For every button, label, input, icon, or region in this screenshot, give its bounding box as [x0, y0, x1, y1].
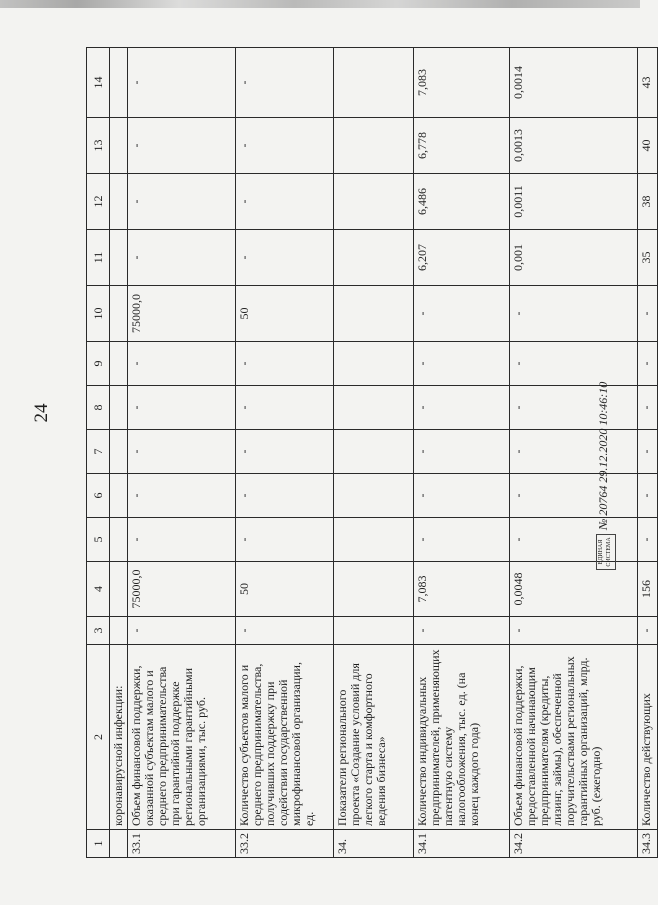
indicator-name-cell: Количество индивидуальных предпринимателей, применяющих патентную систему налогообложения, тыс. ед. (на конец каждого года): [414, 645, 510, 830]
value-cell: [110, 118, 128, 174]
value-cell: [334, 48, 414, 118]
stamp-registration-number: № 20764 29.12.2020 10:46:10: [596, 381, 610, 530]
value-cell: -: [638, 286, 658, 342]
value-cell: 0,0013: [510, 118, 638, 174]
table-row: [128, 48, 236, 858]
value-cell: [110, 430, 128, 474]
value-cell: -: [510, 430, 638, 474]
value-cell: -: [414, 474, 510, 518]
value-cell: [110, 286, 128, 342]
table-body: [110, 48, 658, 858]
value-cell: -: [414, 518, 510, 562]
value-cell: -: [128, 118, 236, 174]
indicator-name-cell: Объем финансовой поддержки, оказанной субъектам малого и среднего предпринимательства при гарантийной поддержке региональными гарантийными организациями, тыс. руб.: [128, 645, 236, 830]
registration-stamp: [596, 250, 636, 570]
value-cell: [110, 617, 128, 645]
value-cell: -: [128, 230, 236, 286]
value-cell: -: [510, 474, 638, 518]
column-header: 7: [87, 430, 110, 474]
value-cell: -: [414, 286, 510, 342]
row-number-cell: 33.1: [128, 830, 236, 858]
value-cell: -: [510, 286, 638, 342]
column-header: 12: [87, 174, 110, 230]
value-cell: -: [414, 430, 510, 474]
page-number: 24: [31, 403, 52, 423]
column-header: 6: [87, 474, 110, 518]
indicator-name-cell: Показатели регионального проекта «Создание условий для легкого старта и комфортного ведения бизнеса»: [334, 645, 414, 830]
value-cell: -: [236, 474, 334, 518]
row-number-cell: [110, 830, 128, 858]
value-cell: -: [236, 518, 334, 562]
value-cell: 6,207: [414, 230, 510, 286]
row-number-cell: 33.2: [236, 830, 334, 858]
value-cell: -: [128, 430, 236, 474]
value-cell: 50: [236, 286, 334, 342]
value-cell: [334, 230, 414, 286]
value-cell: 38: [638, 174, 658, 230]
indicator-name-cell: Объем финансовой поддержки, предоставленной начинающим предпринимателям (кредиты, лизинг, займы), обеспеченной поручительствами региональных гарантийных организаций, млрд. руб. (ежегодно): [510, 645, 638, 830]
column-header: 3: [87, 617, 110, 645]
value-cell: -: [128, 474, 236, 518]
value-cell: -: [236, 48, 334, 118]
value-cell: 35: [638, 230, 658, 286]
value-cell: -: [236, 617, 334, 645]
value-cell: [334, 430, 414, 474]
value-cell: 0,0011: [510, 174, 638, 230]
value-cell: -: [638, 386, 658, 430]
value-cell: -: [638, 342, 658, 386]
value-cell: 6,486: [414, 174, 510, 230]
column-header: 10: [87, 286, 110, 342]
value-cell: [110, 518, 128, 562]
value-cell: -: [638, 518, 658, 562]
value-cell: 40: [638, 118, 658, 174]
value-cell: -: [128, 48, 236, 118]
column-header: 11: [87, 230, 110, 286]
value-cell: -: [128, 174, 236, 230]
value-cell: [334, 474, 414, 518]
value-cell: [334, 174, 414, 230]
stamp-logo: ЕДИНАЯ СИСТЕМА: [596, 534, 616, 570]
column-header: 14: [87, 48, 110, 118]
value-cell: -: [128, 617, 236, 645]
value-cell: 6,778: [414, 118, 510, 174]
indicator-name-cell: коронавирусной инфекции:: [110, 645, 128, 830]
value-cell: 0,0048: [510, 562, 638, 617]
column-header: 2: [87, 645, 110, 830]
value-cell: -: [236, 174, 334, 230]
indicator-name-cell: Количество действующих: [638, 645, 658, 830]
row-number-cell: 34.3: [638, 830, 658, 858]
value-cell: [110, 48, 128, 118]
value-cell: [334, 286, 414, 342]
value-cell: 7,083: [414, 48, 510, 118]
value-cell: -: [128, 342, 236, 386]
column-header: 1: [87, 830, 110, 858]
value-cell: -: [414, 342, 510, 386]
value-cell: -: [510, 342, 638, 386]
row-number-cell: 34.: [334, 830, 414, 858]
value-cell: -: [236, 230, 334, 286]
scan-edge-noise: [0, 0, 640, 8]
value-cell: -: [510, 617, 638, 645]
value-cell: 0,001: [510, 230, 638, 286]
value-cell: [110, 342, 128, 386]
value-cell: [110, 474, 128, 518]
value-cell: [110, 386, 128, 430]
table-row: [638, 48, 658, 858]
value-cell: 75000,0: [128, 562, 236, 617]
value-cell: [334, 562, 414, 617]
value-cell: [334, 118, 414, 174]
value-cell: [110, 562, 128, 617]
value-cell: -: [236, 118, 334, 174]
row-number-cell: 34.1: [414, 830, 510, 858]
column-header: 13: [87, 118, 110, 174]
value-cell: -: [638, 430, 658, 474]
value-cell: [334, 386, 414, 430]
column-header: 8: [87, 386, 110, 430]
value-cell: -: [414, 617, 510, 645]
value-cell: [334, 617, 414, 645]
value-cell: 156: [638, 562, 658, 617]
value-cell: -: [510, 386, 638, 430]
value-cell: 7,083: [414, 562, 510, 617]
value-cell: 50: [236, 562, 334, 617]
column-header: 5: [87, 518, 110, 562]
indicator-name-cell: Количество субъектов малого и среднего предпринимательства, получивших поддержку при содействии государственной микрофинансовой организации, ед.: [236, 645, 334, 830]
value-cell: -: [236, 386, 334, 430]
value-cell: -: [128, 386, 236, 430]
column-header: 4: [87, 562, 110, 617]
table-row: [414, 48, 510, 858]
value-cell: [334, 342, 414, 386]
table-header-row: [87, 48, 110, 858]
value-cell: -: [638, 474, 658, 518]
value-cell: -: [414, 386, 510, 430]
value-cell: -: [236, 430, 334, 474]
table-row: [334, 48, 414, 858]
column-header: 9: [87, 342, 110, 386]
value-cell: -: [236, 342, 334, 386]
value-cell: -: [638, 617, 658, 645]
value-cell: [110, 174, 128, 230]
value-cell: [110, 230, 128, 286]
table-row: [236, 48, 334, 858]
value-cell: -: [128, 518, 236, 562]
indicators-table: [86, 47, 658, 858]
table-row: [110, 48, 128, 858]
row-number-cell: 34.2: [510, 830, 638, 858]
value-cell: -: [510, 518, 638, 562]
value-cell: 43: [638, 48, 658, 118]
value-cell: [334, 518, 414, 562]
value-cell: 0,0014: [510, 48, 638, 118]
value-cell: 75000,0: [128, 286, 236, 342]
